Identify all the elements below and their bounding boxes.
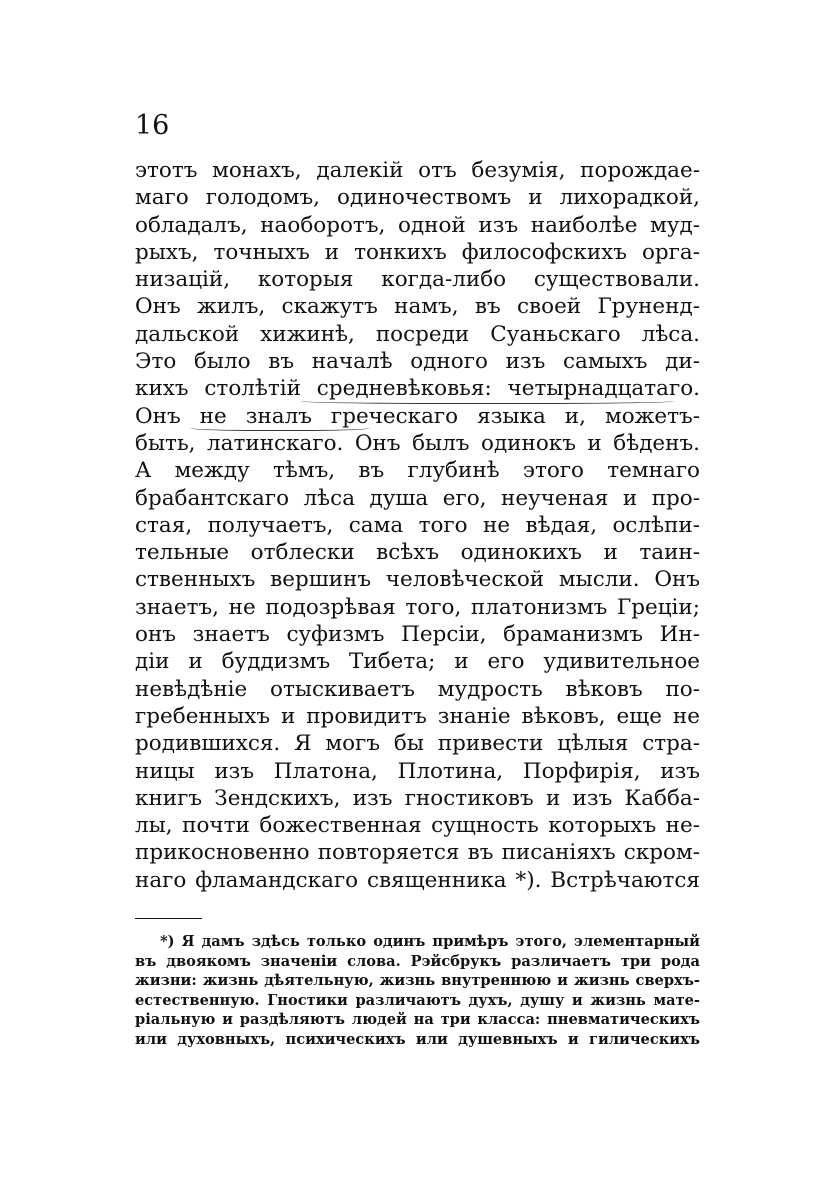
footnote-line: ріальную и раздѣляютъ людей на три класса: пневматическихъ <box>135 1011 700 1029</box>
body-line: невѣдѣніе отыскиваетъ мудрость вѣковъ по- <box>135 676 700 702</box>
body-line: рыхъ, точныхъ и тонкихъ философскихъ орга- <box>135 239 700 265</box>
body-line: тельные отблески всѣхъ одинокихъ и таин- <box>135 540 700 566</box>
footnote-line: *) Я дамъ здѣсь только одинъ примѣръ этого, элементарный <box>160 933 700 950</box>
footnote-line: естественную. Гностики различаютъ духъ, душу и жизнь мате- <box>135 991 700 1009</box>
body-line: обладалъ, наоборотъ, одной изъ наиболѣе муд- <box>135 212 700 238</box>
footnote-line: или духовныхъ, психическихъ или душевныхъ и гилическихъ <box>135 1030 700 1048</box>
body-line: онъ знаетъ суфизмъ Персіи, браманизмъ Ин- <box>135 622 700 648</box>
body-line: знаетъ, не подозрѣвая того, платонизмъ Греціи; <box>135 594 700 620</box>
page-number: 16 <box>135 110 170 141</box>
body-line: Онъ не зналъ греческаго языка и, можетъ- <box>135 403 700 429</box>
pencil-underline <box>300 397 675 404</box>
body-line: А между тѣмъ, въ глубинѣ этого темнаго <box>135 458 700 484</box>
body-line: книгъ Зендскихъ, изъ гностиковъ и изъ Каббa- <box>135 785 700 811</box>
body-line: родившихся. Я могъ бы привести цѣлыя стра- <box>135 731 700 757</box>
footnote-line: въ двоякомъ значеніи слова. Рэйсбрукъ различаетъ три рода <box>135 952 700 970</box>
body-text <box>135 157 700 894</box>
body-line: кихъ столѣтій средневѣковья: четырнадцатаго. <box>135 376 700 402</box>
body-line: быть, латинскаго. Онъ былъ одинокъ и бѣденъ. <box>135 430 700 456</box>
body-line: ницы изъ Платона, Плотина, Порфирія, изъ <box>135 758 700 784</box>
footnote-line: жизни: жизнь дѣятельную, жизнь внутреннюю и жизнь сверхъ- <box>135 972 700 990</box>
body-line: Онъ жилъ, скажутъ намъ, въ своей Груненд- <box>135 294 700 320</box>
body-line: гребенныхъ и провидитъ знаніе вѣковъ, еще не <box>135 703 700 729</box>
body-line: низацій, которыя когда-либо существовали. <box>135 267 700 293</box>
footnote <box>135 932 700 1050</box>
body-line: этотъ монахъ, далекій отъ безумія, порождае- <box>135 158 700 183</box>
body-line: Это было въ началѣ одного изъ самыхъ ди- <box>135 349 700 375</box>
body-line: лы, почти божественная сущность которыхъ не- <box>135 813 700 839</box>
body-line: наго фламандскаго священника *). Встрѣчаются <box>135 867 700 893</box>
body-line: стая, получаетъ, сама того не вѣдая, ослѣпи- <box>135 512 700 538</box>
body-line: маго голодомъ, одиночествомъ и лихорадкой, <box>135 185 700 211</box>
footnote-separator <box>135 918 202 919</box>
body-line: дальской хижинѣ, посреди Суаньскаго лѣса. <box>135 321 700 347</box>
body-line: діи и буддизмъ Тибета; и его удивительное <box>135 649 700 675</box>
body-line: брабантскаго лѣса душа его, неученая и про- <box>135 485 700 511</box>
body-line: ственныхъ вершинъ человѣческой мысли. Онъ <box>135 567 700 593</box>
body-line: прикосновенно повторяется въ писаніяхъ скром- <box>135 840 700 866</box>
pencil-underline <box>190 424 370 431</box>
